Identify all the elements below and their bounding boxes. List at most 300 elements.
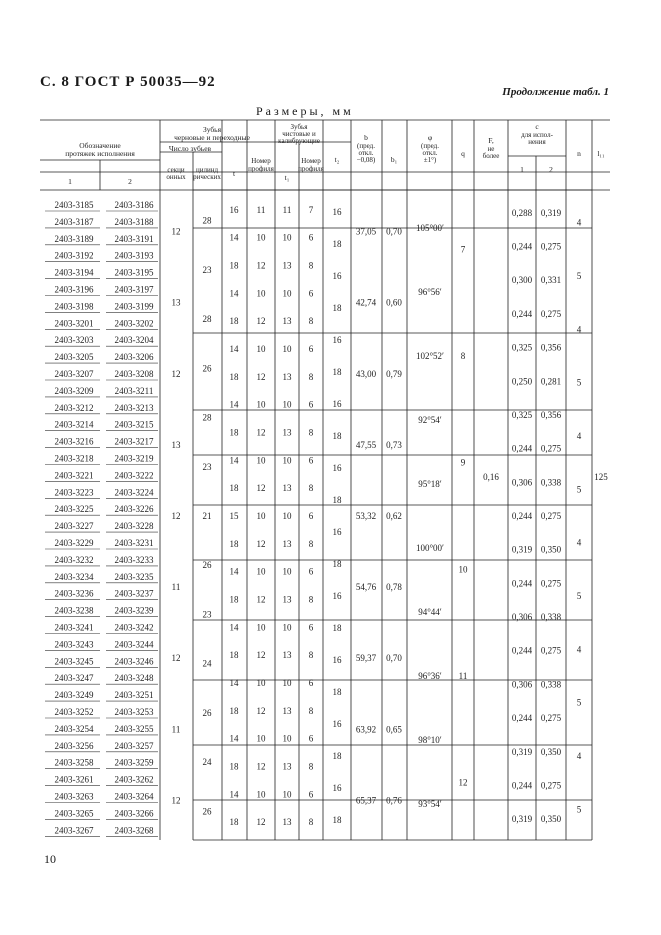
value-c2: 0,319 xyxy=(540,207,562,218)
value-profile-no-2: 8 xyxy=(308,427,314,438)
value-t2: 16 xyxy=(332,783,342,793)
value-l11: 125 xyxy=(594,472,608,482)
header-sections: секци xyxy=(167,166,185,174)
value-c1: 0,250 xyxy=(511,376,533,387)
designation-v2: 2403-3248 xyxy=(114,673,154,684)
value-t1: 13 xyxy=(282,817,292,828)
designation-v1: 2403-3265 xyxy=(54,808,94,819)
value-teeth-count: 28 xyxy=(202,314,212,325)
value-profile-no: 12 xyxy=(256,260,266,271)
value-c2: 0,275 xyxy=(540,578,562,589)
designation-v2: 2403-3213 xyxy=(114,402,154,413)
value-t2: 18 xyxy=(332,431,342,441)
designation-v2: 2403-3259 xyxy=(114,757,154,768)
value-c1: 0,244 xyxy=(511,443,533,454)
value-profile-no-2: 6 xyxy=(308,789,314,800)
value-t: 18 xyxy=(229,705,239,716)
value-c1: 0,319 xyxy=(511,746,533,757)
value-t1: 10 xyxy=(282,344,292,355)
value-b1: 0,78 xyxy=(386,582,402,593)
value-profile-no: 12 xyxy=(256,817,266,828)
value-profile-no-2: 6 xyxy=(308,455,314,466)
value-teeth-count: 21 xyxy=(202,511,212,521)
value-c1: 0,319 xyxy=(511,544,533,555)
header-sections: онных xyxy=(166,173,186,181)
value-t2: 18 xyxy=(332,367,342,377)
header-c-sub: для испол- xyxy=(521,131,553,139)
value-profile-no-2: 8 xyxy=(308,817,314,828)
value-b: 42,74 xyxy=(355,297,377,308)
value-t2: 16 xyxy=(332,335,342,345)
value-c1: 0,306 xyxy=(511,679,533,690)
designation-v1: 2403-3196 xyxy=(54,284,94,295)
value-profile-no: 12 xyxy=(256,371,266,382)
value-profile-no: 12 xyxy=(256,761,266,772)
designation-v1: 2403-3207 xyxy=(54,369,94,379)
value-t2: 18 xyxy=(332,559,342,569)
designation-v1: 2403-3205 xyxy=(54,352,94,363)
value-t1: 10 xyxy=(282,566,292,577)
designation-v1: 2403-3247 xyxy=(54,673,94,684)
value-c1: 0,244 xyxy=(511,780,533,791)
value-t: 18 xyxy=(229,650,239,661)
value-b: 47,55 xyxy=(355,439,377,450)
value-t: 14 xyxy=(229,455,239,466)
value-c1: 0,244 xyxy=(511,578,533,589)
designation-v2: 2403-3193 xyxy=(114,250,154,261)
designation-v1: 2403-3263 xyxy=(54,791,94,802)
designation-v2: 2403-3208 xyxy=(114,369,154,379)
designation-v1: 2403-3223 xyxy=(54,487,94,498)
designation-v2: 2403-3237 xyxy=(114,588,154,599)
designation-v1: 2403-3232 xyxy=(54,554,94,565)
designation-v2: 2403-3262 xyxy=(114,774,154,785)
designation-v1: 2403-3238 xyxy=(54,605,94,616)
value-profile-no: 12 xyxy=(256,427,266,438)
value-n: 5 xyxy=(576,697,582,708)
value-sections: 13 xyxy=(171,297,181,308)
value-c2: 0,356 xyxy=(540,409,562,420)
header-c-sub: нения xyxy=(528,138,546,146)
value-F: 0,16 xyxy=(483,472,499,482)
value-t: 14 xyxy=(229,677,239,688)
designation-v2: 2403-3226 xyxy=(114,504,154,515)
designation-v2: 2403-3246 xyxy=(114,656,154,667)
value-t: 18 xyxy=(229,594,239,605)
header-F-sub: более xyxy=(482,152,500,160)
designation-v2: 2403-3186 xyxy=(114,200,154,210)
header-teeth-rough: Зубья xyxy=(202,125,222,134)
value-t1: 10 xyxy=(282,511,292,521)
designation-v2: 2403-3222 xyxy=(114,470,154,481)
value-t1: 13 xyxy=(282,371,292,382)
table-body xyxy=(45,190,608,840)
value-t: 18 xyxy=(229,483,239,494)
value-t2: 16 xyxy=(332,591,342,601)
header-t2: t₂ xyxy=(334,155,340,164)
designation-v1: 2403-3201 xyxy=(54,318,94,329)
designation-v1: 2403-3245 xyxy=(54,656,94,667)
value-teeth-count: 23 xyxy=(202,461,212,472)
designation-v2: 2403-3235 xyxy=(114,571,154,582)
value-profile-no-2: 6 xyxy=(308,399,314,410)
designation-v1: 2403-3236 xyxy=(54,588,94,599)
value-profile-no: 10 xyxy=(256,288,266,299)
value-phi: 105°00′ xyxy=(415,223,445,233)
designation-v2: 2403-3195 xyxy=(114,267,154,278)
value-t1: 13 xyxy=(282,483,292,494)
value-sections: 13 xyxy=(171,439,181,450)
value-t2: 16 xyxy=(332,719,342,729)
value-b1: 0,62 xyxy=(386,511,402,521)
designation-v1: 2403-3258 xyxy=(54,757,94,768)
page-number: 10 xyxy=(44,852,56,866)
value-c2: 0,350 xyxy=(540,814,562,825)
value-profile-no-2: 6 xyxy=(308,733,314,744)
value-t: 18 xyxy=(229,371,239,382)
designation-v1: 2403-3261 xyxy=(54,774,94,785)
designation-v1: 2403-3227 xyxy=(54,521,94,532)
value-profile-no-2: 8 xyxy=(308,538,314,549)
header-phi: φ xyxy=(427,133,433,142)
value-profile-no: 12 xyxy=(256,594,266,605)
value-teeth-count: 26 xyxy=(202,806,212,817)
value-teeth-count: 23 xyxy=(202,609,212,620)
value-n: 5 xyxy=(576,271,582,281)
designation-v1: 2403-3209 xyxy=(54,385,94,396)
value-teeth-count: 28 xyxy=(202,412,212,423)
value-c1: 0,319 xyxy=(511,814,533,825)
value-q: 9 xyxy=(460,457,466,468)
value-c2: 0,338 xyxy=(540,477,562,488)
value-teeth-count: 28 xyxy=(202,215,212,226)
header-solid: цилинд xyxy=(195,166,219,174)
designation-v2: 2403-3233 xyxy=(114,554,154,565)
value-t2: 18 xyxy=(332,815,342,825)
value-c2: 0,275 xyxy=(540,713,562,724)
value-b: 43,00 xyxy=(355,368,377,379)
value-t2: 18 xyxy=(332,623,342,633)
header-b-sub: −0,08) xyxy=(356,156,376,164)
header-F: F, xyxy=(488,136,494,145)
designation-v2: 2403-3228 xyxy=(114,521,154,532)
designation-v1: 2403-3225 xyxy=(54,504,94,515)
value-t: 14 xyxy=(229,622,239,633)
value-b: 59,37 xyxy=(355,653,377,664)
value-t1: 10 xyxy=(282,288,292,299)
header-c: c xyxy=(535,122,539,131)
value-n: 4 xyxy=(576,217,582,228)
header-phi-sub: откл. xyxy=(422,149,438,157)
header-b-sub: откл. xyxy=(358,149,374,157)
value-n: 5 xyxy=(576,804,582,815)
designation-v2: 2403-3202 xyxy=(114,318,154,329)
header-profile-no: Номер xyxy=(251,157,271,165)
table-caption: Размеры, мм xyxy=(256,104,354,118)
header-profile-no: профиля xyxy=(248,165,274,173)
value-profile-no-2: 8 xyxy=(308,594,314,605)
designation-v1: 2403-3221 xyxy=(54,470,94,481)
value-n: 5 xyxy=(576,484,582,495)
value-profile-no-2: 6 xyxy=(308,232,314,243)
value-c1: 0,306 xyxy=(511,477,533,488)
value-t: 14 xyxy=(229,288,239,299)
value-t1: 10 xyxy=(282,232,292,243)
value-profile-no: 10 xyxy=(256,399,266,410)
designation-v1: 2403-3185 xyxy=(54,200,94,210)
value-q: 7 xyxy=(460,244,466,255)
value-profile-no: 10 xyxy=(256,344,266,355)
designation-v1: 2403-3243 xyxy=(54,639,94,650)
value-t: 14 xyxy=(229,733,239,744)
value-profile-no: 10 xyxy=(256,733,266,744)
value-n: 4 xyxy=(576,324,582,335)
value-profile-no-2: 7 xyxy=(308,204,314,215)
designation-v2: 2403-3239 xyxy=(114,605,154,616)
value-t: 18 xyxy=(229,260,239,271)
designation-v2: 2403-3197 xyxy=(114,284,154,295)
value-t: 18 xyxy=(229,538,239,549)
designation-v2: 2403-3268 xyxy=(114,825,154,836)
header-designation: Обозначение xyxy=(79,141,121,150)
value-phi: 96°36′ xyxy=(418,671,442,681)
value-c1: 0,325 xyxy=(511,409,533,420)
value-phi: 96°56′ xyxy=(418,287,442,297)
value-c2: 0,350 xyxy=(540,746,562,757)
value-b1: 0,79 xyxy=(386,368,402,379)
value-t1: 10 xyxy=(282,677,292,688)
header-t1: t₁ xyxy=(284,173,290,182)
value-c2: 0,275 xyxy=(540,308,562,319)
header-version-1: 1 xyxy=(68,177,72,186)
value-phi: 100°00′ xyxy=(415,543,445,553)
value-b: 63,92 xyxy=(355,724,377,735)
value-n: 5 xyxy=(576,377,582,388)
value-c2: 0,275 xyxy=(540,780,562,791)
value-profile-no: 10 xyxy=(256,789,266,800)
header-c1: 1 xyxy=(520,165,524,174)
value-profile-no: 12 xyxy=(256,316,266,327)
designation-v1: 2403-3203 xyxy=(54,335,94,346)
designation-v2: 2403-3253 xyxy=(114,707,154,717)
designation-v2: 2403-3215 xyxy=(114,419,154,430)
value-profile-no: 10 xyxy=(256,622,266,633)
value-b: 54,76 xyxy=(355,582,377,593)
header-teeth-finish: калибрующие xyxy=(278,137,320,145)
value-teeth-count: 26 xyxy=(202,707,212,718)
value-profile-no-2: 6 xyxy=(308,344,314,355)
value-b: 37,05 xyxy=(355,226,377,237)
designation-v2: 2403-3251 xyxy=(114,690,154,701)
value-t2: 18 xyxy=(332,751,342,761)
designation-v1: 2403-3187 xyxy=(54,216,94,227)
value-phi: 98°10′ xyxy=(418,735,442,745)
value-t2: 16 xyxy=(332,399,342,409)
value-t: 14 xyxy=(229,232,239,243)
value-t: 18 xyxy=(229,761,239,772)
value-c1: 0,306 xyxy=(511,612,533,623)
value-c1: 0,244 xyxy=(511,511,533,521)
value-t: 14 xyxy=(229,566,239,577)
value-profile-no-2: 8 xyxy=(308,705,314,716)
value-b1: 0,65 xyxy=(386,724,402,735)
value-t2: 18 xyxy=(332,239,342,249)
value-t1: 10 xyxy=(282,622,292,633)
value-sections: 12 xyxy=(171,511,181,521)
value-t2: 18 xyxy=(332,495,342,505)
value-t1: 13 xyxy=(282,260,292,271)
designation-v2: 2403-3204 xyxy=(114,335,154,346)
value-c2: 0,275 xyxy=(540,241,562,252)
value-phi: 93°54′ xyxy=(418,799,442,809)
header-phi-sub: (пред. xyxy=(421,142,439,150)
value-teeth-count: 24 xyxy=(202,658,212,669)
value-profile-no-2: 8 xyxy=(308,483,314,494)
value-c1: 0,300 xyxy=(511,275,533,286)
value-c2: 0,356 xyxy=(540,342,562,353)
value-phi: 95°18′ xyxy=(418,479,442,489)
value-b1: 0,76 xyxy=(386,795,402,806)
header-teeth-finish: Зубья xyxy=(290,123,308,131)
value-c1: 0,244 xyxy=(511,241,533,252)
value-profile-no: 12 xyxy=(256,483,266,494)
header-F-sub: не xyxy=(487,145,495,153)
header-profile-no-2: профиля xyxy=(298,165,324,173)
value-profile-no-2: 6 xyxy=(308,566,314,577)
value-b1: 0,73 xyxy=(386,439,402,450)
value-phi: 102°52′ xyxy=(415,351,445,361)
value-t1: 13 xyxy=(282,427,292,438)
value-q: 10 xyxy=(458,564,468,575)
value-c2: 0,338 xyxy=(540,679,562,690)
designation-v2: 2403-3244 xyxy=(114,639,154,650)
value-t1: 13 xyxy=(282,594,292,605)
value-t: 14 xyxy=(229,789,239,800)
value-c2: 0,275 xyxy=(540,645,562,656)
value-c2: 0,350 xyxy=(540,544,562,555)
value-profile-no-2: 8 xyxy=(308,761,314,772)
value-t1: 11 xyxy=(282,204,292,215)
designation-v1: 2403-3212 xyxy=(54,402,94,413)
value-c1: 0,244 xyxy=(511,308,533,319)
header-t: t xyxy=(232,169,236,178)
header-b-sub: (пред. xyxy=(357,142,375,150)
value-sections: 12 xyxy=(171,795,181,806)
header-n: n xyxy=(577,149,581,158)
value-c2: 0,338 xyxy=(540,612,562,623)
value-profile-no: 12 xyxy=(256,538,266,549)
value-t: 18 xyxy=(229,817,239,828)
value-q: 8 xyxy=(460,351,466,361)
designation-v2: 2403-3242 xyxy=(114,622,154,633)
value-t1: 10 xyxy=(282,789,292,800)
value-teeth-count: 26 xyxy=(202,560,212,571)
designation-v2: 2403-3264 xyxy=(114,791,154,802)
designation-v2: 2403-3206 xyxy=(114,352,154,363)
header-teeth-finish: чистовые и xyxy=(282,130,316,138)
designation-v1: 2403-3218 xyxy=(54,453,94,464)
designation-v2: 2403-3188 xyxy=(114,216,154,227)
designation-v1: 2403-3189 xyxy=(54,233,94,244)
value-b: 65,37 xyxy=(355,795,377,806)
value-n: 4 xyxy=(576,431,582,441)
value-c2: 0,331 xyxy=(540,275,562,286)
value-t2: 16 xyxy=(332,463,342,473)
value-t: 14 xyxy=(229,344,239,355)
value-t1: 13 xyxy=(282,650,292,661)
value-phi: 92°54′ xyxy=(418,415,442,425)
designation-v2: 2403-3211 xyxy=(114,385,154,396)
header-teeth-rough: черновые и переходные xyxy=(174,133,250,142)
value-n: 4 xyxy=(576,537,582,548)
header-q: q xyxy=(461,149,465,158)
designation-v1: 2403-3192 xyxy=(54,250,94,261)
value-phi: 94°44′ xyxy=(418,607,442,617)
designation-v1: 2403-3256 xyxy=(54,740,94,751)
value-q: 12 xyxy=(458,777,468,788)
value-c1: 0,244 xyxy=(511,645,533,656)
value-b1: 0,70 xyxy=(386,653,402,664)
value-t1: 13 xyxy=(282,705,292,716)
value-c1: 0,325 xyxy=(511,342,533,353)
designation-v1: 2403-3241 xyxy=(54,622,94,633)
value-n: 4 xyxy=(576,644,582,655)
value-t2: 16 xyxy=(332,271,342,281)
value-c2: 0,281 xyxy=(540,376,562,387)
header-phi-sub: ±1°) xyxy=(423,156,437,164)
designation-v2: 2403-3255 xyxy=(114,723,154,734)
value-q: 11 xyxy=(458,671,468,681)
header-teeth-count: Число зубьев xyxy=(168,144,212,153)
table-header xyxy=(65,122,605,186)
value-t2: 16 xyxy=(332,527,342,537)
value-profile-no-2: 8 xyxy=(308,260,314,271)
value-t1: 13 xyxy=(282,538,292,549)
header-b1: b₁ xyxy=(390,155,398,164)
designation-v2: 2403-3266 xyxy=(114,808,154,819)
value-t2: 16 xyxy=(332,655,342,665)
value-sections: 11 xyxy=(171,582,181,593)
designation-v1: 2403-3249 xyxy=(54,690,94,701)
value-profile-no-2: 6 xyxy=(308,622,314,633)
value-t: 15 xyxy=(229,511,239,521)
value-profile-no-2: 6 xyxy=(308,511,314,521)
value-profile-no-2: 8 xyxy=(308,371,314,382)
value-t1: 10 xyxy=(282,733,292,744)
value-c2: 0,275 xyxy=(540,443,562,454)
value-sections: 11 xyxy=(171,724,181,735)
value-profile-no: 12 xyxy=(256,650,266,661)
value-t: 18 xyxy=(229,316,239,327)
value-c2: 0,275 xyxy=(540,511,562,521)
header-l11: l₁₁ xyxy=(597,149,605,158)
designation-v1: 2403-3214 xyxy=(54,419,94,430)
value-t1: 10 xyxy=(282,455,292,466)
designation-v2: 2403-3224 xyxy=(114,487,154,498)
designation-v1: 2403-3198 xyxy=(54,301,94,312)
value-profile-no: 10 xyxy=(256,232,266,243)
value-t2: 18 xyxy=(332,303,342,313)
value-t2: 18 xyxy=(332,687,342,697)
table-continuation-label: Продолжение табл. 1 xyxy=(502,86,609,98)
designation-v1: 2403-3194 xyxy=(54,267,94,278)
value-b: 53,32 xyxy=(355,511,377,521)
value-t2: 16 xyxy=(332,207,342,217)
value-sections: 12 xyxy=(171,368,181,379)
designation-v1: 2403-3229 xyxy=(54,538,94,548)
value-teeth-count: 24 xyxy=(202,757,212,768)
value-profile-no-2: 8 xyxy=(308,316,314,327)
